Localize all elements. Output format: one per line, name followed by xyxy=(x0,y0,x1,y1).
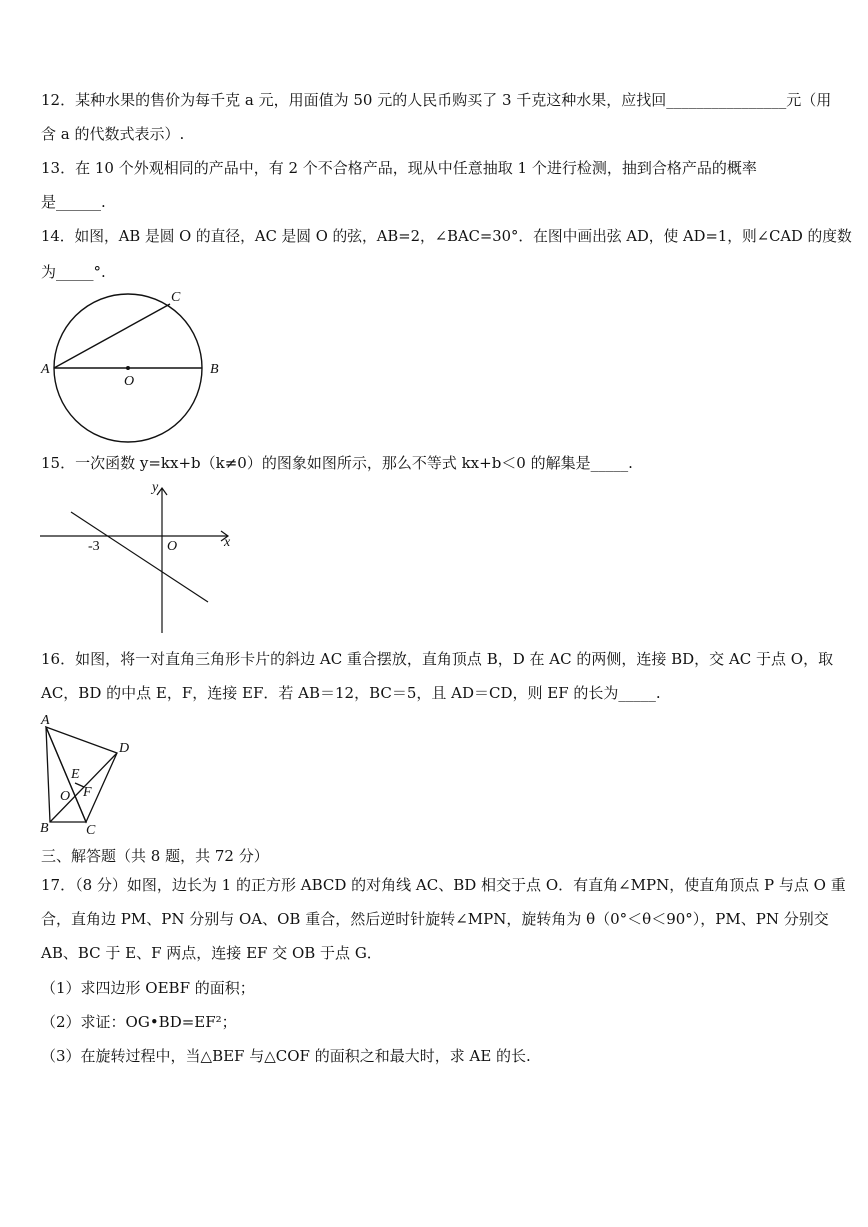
q13-line2: 是______. xyxy=(41,193,106,211)
q14-circle-figure xyxy=(38,285,228,445)
q17-sub2: （2）求证：OG•BD=EF²； xyxy=(41,1013,237,1031)
q17-line2: 合，直角边 PM、PN 分别与 OA、OB 重合，然后逆时针旋转∠MPN，旋转角为 θ（0°＜θ＜90°），PM、PN 分别交 xyxy=(41,910,829,928)
q12-line2: 含 a 的代数式表示）. xyxy=(41,125,185,143)
q13-line1: 13．在 10 个外观相同的产品中，有 2 个不合格产品，现从中任意抽取 1 个进行检测，抽到合格产品的概率 xyxy=(41,159,757,177)
label-b: B xyxy=(210,362,219,377)
triangle-adc xyxy=(46,727,117,822)
label-e: E xyxy=(71,767,80,782)
label-f: F xyxy=(83,785,92,800)
label-c: C xyxy=(171,290,181,305)
center-point-o xyxy=(126,366,130,370)
function-line xyxy=(71,512,208,602)
q17-sub1: （1）求四边形 OEBF 的面积； xyxy=(41,979,255,997)
label-x: x xyxy=(224,535,231,550)
label-origin: O xyxy=(167,539,178,554)
label-o: O xyxy=(60,789,71,804)
chord-ac xyxy=(54,304,170,368)
label-y: y xyxy=(152,480,159,495)
q17-line3: AB、BC 于 E、F 两点，连接 EF 交 OB 于点 G． xyxy=(41,944,382,962)
section3-title: 三、解答题（共 8 题，共 72 分） xyxy=(41,847,269,865)
label-c: C xyxy=(86,823,96,838)
label-a: A xyxy=(41,362,50,377)
q16-triangle-figure xyxy=(38,710,138,840)
q15-line-graph xyxy=(38,478,238,638)
q17-sub3: （3）在旋转过程中，当△BEF 与△COF 的面积之和最大时，求 AE 的长. xyxy=(41,1047,531,1065)
q14-line1: 14．如图，AB 是圆 O 的直径，AC 是圆 O 的弦，AB=2，∠BAC=30°．在图中画出弦 AD，使 AD=1，则∠CAD 的度数 xyxy=(41,228,852,245)
label-a: A xyxy=(41,713,50,728)
q14-line2: 为_____°. xyxy=(41,263,106,281)
q16-line2: AC，BD 的中点 E，F，连接 EF．若 AB＝12，BC＝5，且 AD＝CD，则 EF 的长为_____. xyxy=(41,684,661,702)
q16-line1: 16．如图，将一对直角三角形卡片的斜边 AC 重合摆放，直角顶点 B，D 在 AC 的两侧，连接 BD，交 AC 于点 O，取 xyxy=(41,650,834,668)
label-d: D xyxy=(119,741,130,756)
tick-label-minus-3: -3 xyxy=(88,539,100,554)
label-b: B xyxy=(40,821,49,836)
q15-line1: 15．一次函数 y=kx+b（k≠0）的图象如图所示，那么不等式 kx+b＜0 的解集是_____. xyxy=(41,454,633,472)
label-o: O xyxy=(124,374,135,389)
q12-line1: 12．某种水果的售价为每千克 a 元，用面值为 50 元的人民币购买了 3 千克这种水果，应找回________________元（用 xyxy=(41,91,832,109)
q17-line1: 17．（8 分）如图，边长为 1 的正方形 ABCD 的对角线 AC、BD 相交于点 O．有直角∠MPN，使直角顶点 P 与点 O 重 xyxy=(41,876,846,894)
